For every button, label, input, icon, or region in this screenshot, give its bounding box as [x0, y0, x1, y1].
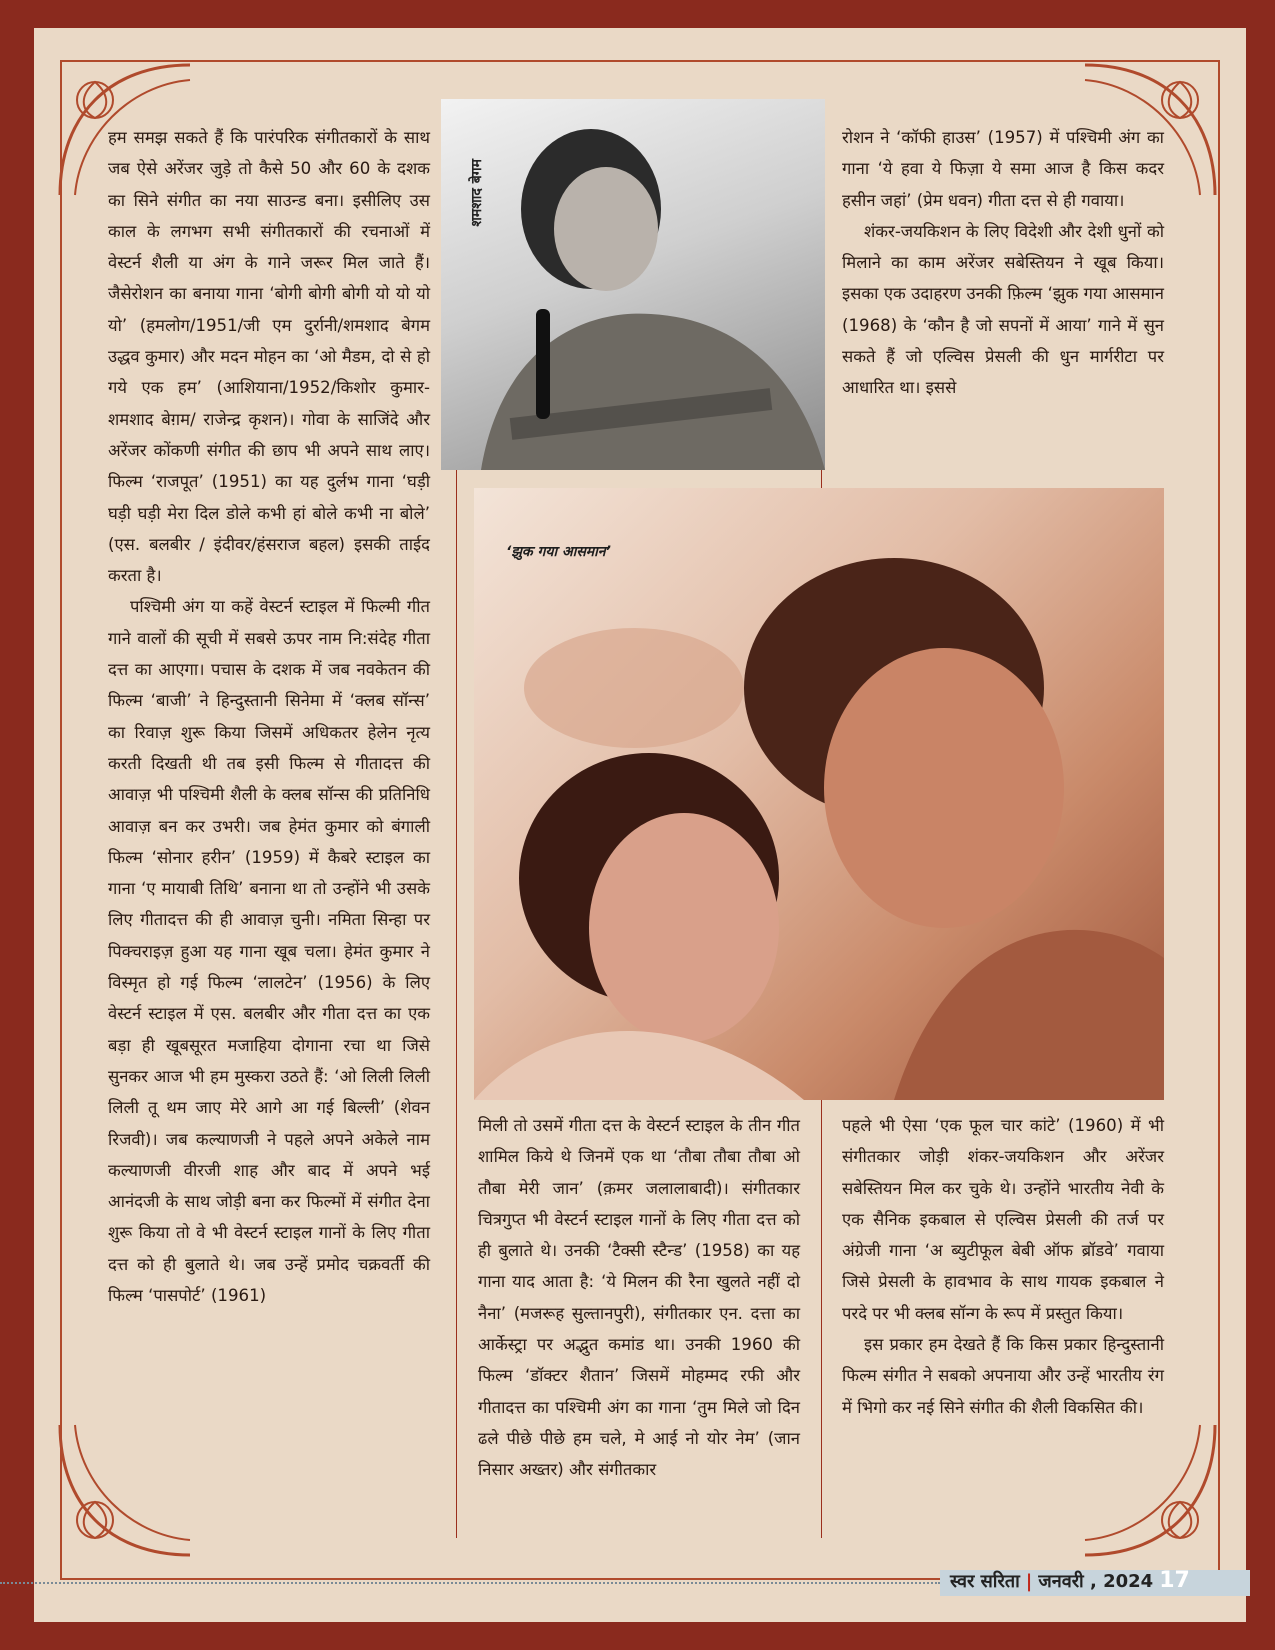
column-right-bottom [842, 1110, 1164, 1423]
paragraph: रोशन ने ‘कॉफी हाउस’ (1957) में पश्चिमी अंग का गाना ‘ये हवा ये फिज़ा ये समा आज है किस कदर हसीन जहां’ (प्रेम धवन) गीता दत्त से ही गवाया। [842, 128, 1164, 210]
column-divider [456, 470, 457, 1538]
magazine-name: स्वर सरिता [950, 1571, 1020, 1592]
paragraph: इस प्रकार हम देखते हैं कि किस प्रकार हिन्दुस्तानी फिल्म संगीत ने सबको अपनाया और उन्हें भारतीय रंग में भिगो कर नई सिने संगीत की शैली विकसित की। [842, 1335, 1164, 1417]
footer-separator: | [1025, 1571, 1033, 1592]
footer-dotted-line [0, 1582, 940, 1584]
paragraph: पश्चिमी अंग या कहें वेस्टर्न स्टाइल में फिल्मी गीत गाने वालों की सूची में सबसे ऊपर नाम नि:संदेह गीता दत्त का आएगा। पचास के दशक में जब नवकेतन की फिल्म ‘बाजी’ ने हिन्दुस्तानी सिनेमा में ‘क्लब सॉन्स’ का रिवाज़ शुरू किया जिसमें अधिकतर हेलेन नृत्य करती दिखती थी तब इसी फिल्म से गीतादत्त की आवाज़ भी पश्चिमी शैली के क्लब सॉन्स की प्रतिनिधि आवाज़ बन कर उभरी। जब हेमंत कुमार को बंगाली फिल्म ‘सोनार हरीन’ (1959) में कैबरे स्टाइल का गाना ‘ए मायाबी तिथि’ बनाना था तो उन्होंने भी उसके लिए गीतादत्त की ही आवाज़ चुनी। नमिता सिन्हा पर पिक्चराइज़ हुआ यह गाना खूब चला। हेमंत कुमार ने विस्मृत हो गई फिल्म ‘लालटेन’ (1956) के लिए वेस्टर्न स्टाइल में एस. बलबीर और गीता दत्त का एक बड़ा ही खूबसूरत मजाहिया दोगाना रचा था जिसे सुनकर आज भी हम मुस्करा उठते हैं: ‘ओ लिली लिली लिली तू थम जाए मेरे आगे आ गई बिल्ली’ (शेवन रिजवी)। जब कल्याणजी ने पहले अपने अकेले नाम कल्याणजी वीरजी शाह और बाद में अपने भई आनंदजी के साथ जोड़ी बना कर फिल्मों में संगीत देना शुरू किया तो वे भी वेस्टर्न स्टाइल गानों के लिए गीता दत्त को ही बुलाते थे। जब उन्हें प्रमोद चक्रवर्ती की फिल्म ‘पासपोर्ट’ (1961) [108, 597, 430, 1305]
film-still-caption: ‘झुक गया आसमान’ [506, 544, 611, 560]
paragraph: हम समझ सकते हैं कि पारंपरिक संगीतकारों के साथ जब ऐसे अरेंजर जुड़े तो कैसे 50 और 60 के दशक का सिने संगीत का नया साउन्ड बना। इसीलिए उस काल के लगभग सभी संगीतकारों की रचनाओं में वेस्टर्न शैली या अंग के गाने जरूर मिल जाते हैं। जैसेरोशन का बनाया गाना ‘बोगी बोगी बोगी यो यो यो यो’ (हमलोग/1951/जी एम दुर्रानी/शमशाद बेगम उद्धव कुमार) और मदन मोहन का ‘ओ मैडम, दो से हो गये एक हम’ (आशियाना/1952/किशोर कुमार-शमशाद बेग़म/ राजेन्द्र कृशन)। गोवा के साजिंदे और अरेंजर कोंकणी संगीत की छाप भी अपने साथ लाए। फिल्म ‘राजपूत’ (1951) का यह दुर्लभ गाना ‘घड़ी घड़ी घड़ी मेरा दिल डोले कभी हां बोले कभी ना बोले’ (एस. बलबीर / इंदीवर/हंसराज बहल) इसकी ताईद करता है। [108, 128, 430, 586]
paragraph: पहले भी ऐसा ‘एक फूल चार कांटे’ (1960) में भी संगीतकार जोड़ी शंकर-जयकिशन और अरेंजर सबेस्तियन मिल कर चुके थे। उन्होंने भारतीय नेवी के एक सैनिक इकबाल से एल्विस प्रेसली की तर्ज पर अंग्रेजी गाना ‘अ ब्युटीफूल बेबी ऑफ ब्रॉडवे’ गवाया जिसे प्रेसली के हावभाव के साथ गायक इकबाल ने परदे पर भी क्लब सॉन्ग के रूप में प्रस्तुत किया। [842, 1116, 1164, 1323]
issue-date: जनवरी , 2024 [1038, 1571, 1154, 1592]
column-middle-bottom [478, 1110, 800, 1486]
corner-ornament-bottom-right [1075, 1415, 1225, 1565]
portrait-caption: शमशाद बेगम [469, 159, 485, 227]
page-footer [950, 1568, 1190, 1593]
paragraph: शंकर-जयकिशन के लिए विदेशी और देशी धुनों को मिलाने का काम अरेंजर सबेस्तियन ने खूब किया। इसका एक उदाहरण उनकी फ़िल्म ‘झुक गया आसमान (1968) के ‘कौन है जो सपनों में आया’ गाने में सुन सकते हैं जो एल्विस प्रेसली की धुन मार्गरीटा पर आधारित था। इससे [842, 221, 1164, 398]
column-divider [821, 1100, 822, 1538]
paragraph: मिली तो उसमें गीता दत्त के वेस्टर्न स्टाइल के तीन गीत शामिल किये थे जिनमें एक था ‘तौबा तौबा तौबा ओ तौबा मेरी जान’ (क़मर जलालाबादी)। संगीतकार चित्रगुप्त भी वेस्टर्न स्टाइल गानों के लिए गीता दत्त को ही बुलाते थे। उनकी ‘टैक्सी स्टैन्ड’ (1958) का यह गाना याद आता है: ‘ये मिलन की रैना खुलते नहीं दो नैना’ (मजरूह सुल्तानपुरी), संगीतकार एन. दत्ता का आर्केस्ट्रा पर अद्भुत कमांड था। उनकी 1960 की फिल्म ‘डॉक्टर शैतान’ जिसमें मोहम्मद रफी और गीतादत्त का पश्चिमी अंग का गाना ‘तुम मिले जो दिन ढले पीछे पीछे हम चले, मे आई नो योर नेम’ (जान निसार अख्तर) और संगीतकार [478, 1116, 800, 1480]
portrait-image [441, 99, 825, 470]
singer-portrait-photo [441, 99, 825, 470]
page-number: 17 [1159, 1568, 1190, 1593]
corner-ornament-bottom-left [50, 1415, 200, 1565]
film-still-image [474, 488, 1164, 1100]
film-still-photo [474, 488, 1164, 1100]
column-right-top [842, 122, 1164, 404]
column-left [108, 122, 430, 1311]
